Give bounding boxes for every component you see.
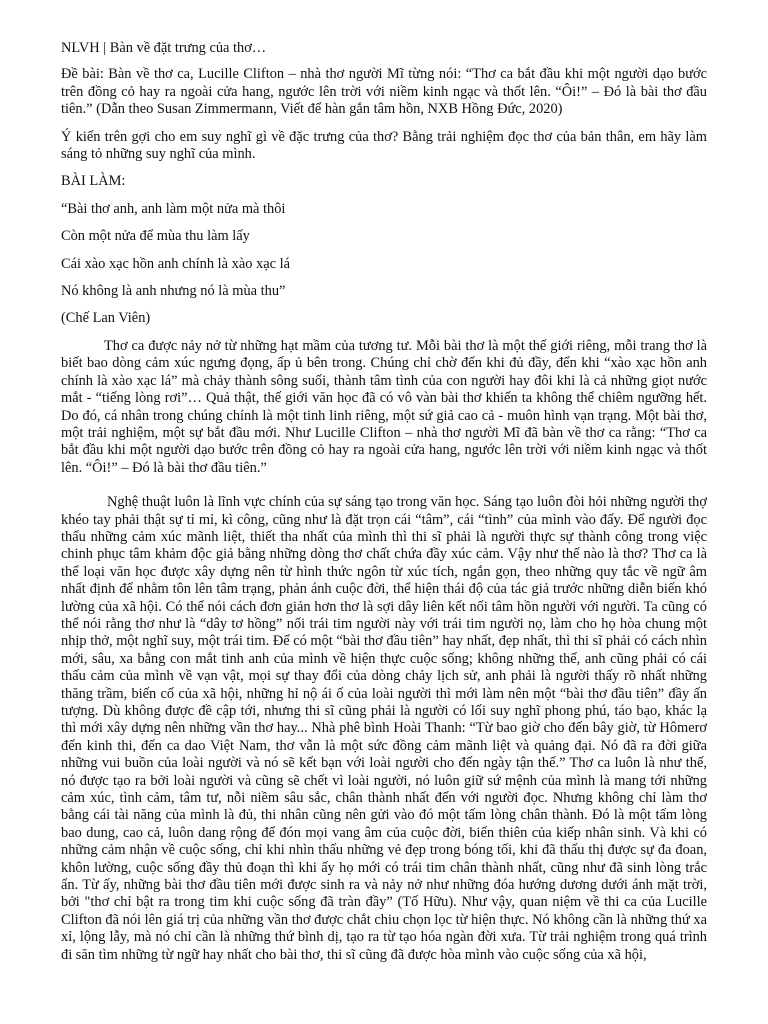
essay-question: Ý kiến trên gợi cho em suy nghĩ gì về đặc trưng của thơ? Bằng trải nghiệm đọc thơ của bản thân, em hãy làm sáng tỏ những suy nghĩ của mình. — [61, 128, 707, 163]
poem-line: Còn một nửa để mùa thu làm lấy — [61, 228, 250, 245]
poem-line: Cái xào xạc hồn anh chính là xào xạc lá — [61, 255, 290, 272]
body-paragraph-2: Nghệ thuật luôn là lĩnh vực chính của sự sáng tạo trong văn học. Sáng tạo luôn đòi hỏi những người thợ khéo tay phải thật sự tỉ mỉ, kì công, cũng như là đặt trọn cái “tâm”, cái “tình” của mình vào đấy. Để người đọc thấu những cảm xúc mãnh liệt, thiết tha nhất của mình thì thi sĩ phải là người thực sự thành công trong việc chinh phục tâm khảm độc giả bằng những dòng thơ chất chứa đầy xúc cảm. Vậy như thế nào là thơ? Thơ ca là thể loại văn học được xây dựng nên từ hình thức ngôn từ xúc tích, ngắn gọn, theo những quy tắc về ngữ âm nhất định để nhằm tôn lên tâm trạng, phản ánh cuộc đời, thể hiện thái độ của tác giả trước những diễn biến khó lường của xã hội. Có thể nói cách đơn giản hơn thơ là sợi dây liên kết nối tâm hồn người với người. Ta cũng có thể nói rằng thơ như là “dây tơ hồng” nối trái tim người này với trái tim người nọ, làm cho họ hòa chung một nhịp thở, một nghĩ suy, một trái tim. Để có một “bài thơ đầu tiên” hay nhất, đẹp nhất, thì thi sĩ phải có cách nhìn mới, sâu, xa bằng con mắt tinh anh của mình về hiện thực cuộc sống; không những thế, anh cũng phải có cái thấu cảm của mình về vạn vật, mọi sự thay đổi của dòng chảy lịch sử, anh phải là người thấy rõ nhất những thăng trầm, biến cố của xã hội, những hỉ nộ ái ố của loài người thì mới làm nên một “bài thơ đầu tiên” đầy ấn tượng. Dù không được đề cập tới, nhưng thi sĩ cũng phải là người có lối suy nghĩ phong phú, táo bạo, khác lạ thì mới xây dựng nên những vần thơ hay... Nhà phê bình Hoài Thanh: “Từ bao giờ cho đến bây giờ, từ Hômerơ đến kinh thi, đến ca dao Việt Nam, thơ vẫn là một sức đồng cảm mãnh liệt và quảng đại. Nó đã ra đời giữa những vui buồn của loài người và nó sẽ kết bạn với loài người cho đến ngày tận thế.” Thơ ca luôn là như thế, nó được tạo ra bởi loài người và cũng sẽ chết vì loài người, nó luôn giữ sứ mệnh của mình là mang tới những cảm xúc, tình cảm, tâm tư, nỗi niềm sâu sắc, chân thành nhất đến với người đọc. Nhưng không chỉ làm thơ bằng cái tài năng của mình là đủ, thi nhân cũng nên gửi vào đó một tấm lòng chân thành. Đó là một tấm lòng bao dung, cao cả, luôn dang rộng để đón mọi vang âm của cuộc đời, biến thiên của kiếp nhân sinh. Và khi có những cảm nhận về cuộc sống, chỉ khi nhìn thấu những vẻ đẹp trong bóng tối, khi đã thấu thị được sự đa đoan, khôn lường, cuộc sống đầy thủ đoạn thì khi ấy họ mới có trái tim chân thành nhất, cũng như đã sinh lòng trắc ẩn. Từ ấy, những bài thơ đầu tiên mới được sinh ra và nảy nở như những đóa hướng dương dưới ánh mặt trời, bởi "thơ chỉ bật ra trong tim khi cuộc sống đã tràn đầy” (Tố Hữu). Như vậy, quan niệm về thi ca của Lucille Clifton đã nói lên giá trị của những vần thơ được chắt chiu chọn lọc từ hiện thực. Nó không cần là những thứ xa xỉ, lộng lẫy, mà nó chỉ cần là những thứ bình dị, tạo ra từ tạo hóa ngàn đời xưa. Từ trải nghiệm trong quá trình đi săn tìm những từ ngữ hay nhất cho bài thơ, thi sĩ cũng đã được hòa mình vào cuộc sống của xã hội, — [61, 494, 707, 963]
poem-line: Nó không là anh nhưng nó là mùa thu” — [61, 283, 286, 300]
poem-attribution: (Chế Lan Viên) — [61, 310, 151, 327]
essay-prompt: Đề bài: Bàn về thơ ca, Lucille Clifton – nhà thơ người Mĩ từng nói: “Thơ ca bắt đầu khi một người dạo bước trên đồng cỏ hay ra ngoài cửa hang, ngước lên trời với niềm kinh ngạc và thốt lên. “Ôi!” – Đó là bài thơ đầu tiên.” (Dẫn theo Susan Zimmermann, Viết để hàn gắn tâm hồn, NXB Hồng Đức, 2020) — [61, 66, 707, 118]
poem-line: “Bài thơ anh, anh làm một nửa mà thôi — [61, 200, 286, 217]
document-header: NLVH | Bàn về đặt trưng của thơ… — [61, 40, 267, 56]
body-paragraph-1: Thơ ca được nảy nở từ những hạt mầm của tương tư. Mỗi bài thơ là một thế giới riêng, mỗi trang thơ là biết bao dòng cảm xúc ngưng đọng, ấp ủ bên trong. Chúng chỉ chờ đến khi đủ đầy, đến khi “xào xạc hồn anh chính là xào xạc lá” mà chảy thành sông suối, thành tâm tình của con người hay đôi khi là cả những giọt nước mắt - “tiếng lòng rơi”… Quả thật, thế giới văn học đã có vô vàn bài thơ khiến ta không thể chiêm ngưỡng hết. Do đó, cá nhân trong chúng chính là một tinh linh riêng, một sứ giả cao cả - muôn hình vạn trạng. Một bài thơ, một trải nghiệm, một sự bắt đầu mới. Như Lucille Clifton – nhà thơ người Mĩ đã bàn về thơ ca rằng: “Thơ ca bắt đầu khi một người dạo bước trên đồng cỏ hay ra ngoài cửa hang, ngước lên trời với niềm kinh ngạc và thốt lên. “Ôi!” – Đó là bài thơ đầu tiên.” — [61, 337, 707, 476]
answer-heading: BÀI LÀM: — [61, 173, 126, 190]
